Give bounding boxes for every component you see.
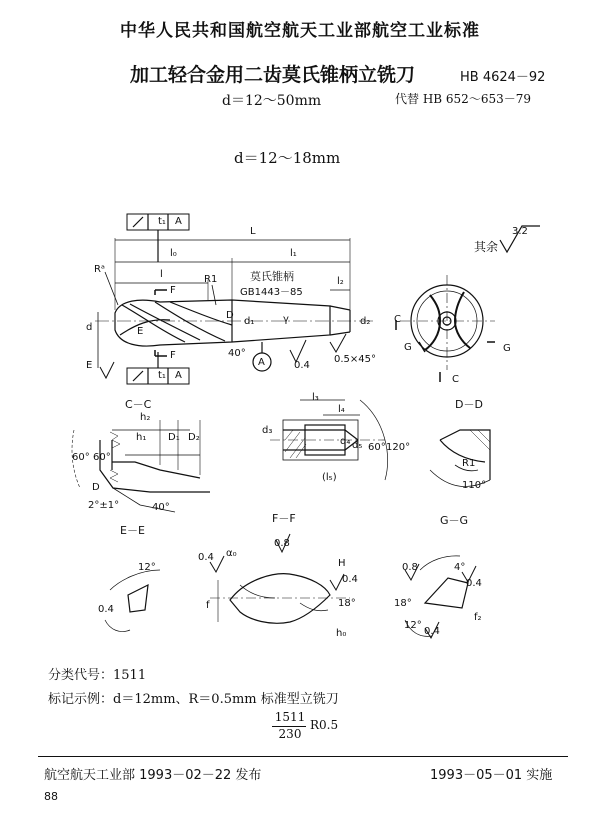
label-d1: d₁	[244, 316, 255, 327]
section-ee	[105, 570, 160, 632]
label-l: l	[160, 269, 163, 280]
label-D-cc: D	[92, 482, 100, 493]
label-R: Rᵃ	[94, 264, 105, 275]
label-t1: t₁	[158, 216, 166, 227]
label-C-bottom: C	[452, 374, 459, 385]
label-40deg: 40°	[228, 348, 246, 359]
label-18-ff: 18°	[338, 598, 356, 609]
label-18-gg: 18°	[394, 598, 412, 609]
drawing-subrange: d＝12～18mm	[234, 149, 341, 167]
label-H: H	[338, 558, 346, 569]
label-morse-taper: 莫氏锥柄	[250, 270, 294, 283]
footer-rule	[38, 756, 568, 757]
label-D2: D₂	[188, 432, 200, 443]
label-08-gg: 0.8	[402, 562, 418, 573]
label-qiyu: 其余	[474, 240, 499, 254]
label-f2: f₂	[474, 612, 482, 623]
label-E-side: E	[137, 326, 144, 337]
label-gamma: γ	[283, 314, 289, 325]
label-d3: d₃	[262, 425, 273, 436]
label-4deg-gg: 4°	[454, 562, 466, 573]
label-40-cc: 40°	[152, 502, 170, 513]
section-label-cc: C－C	[125, 398, 152, 411]
fraction-suffix: R0.5	[310, 718, 339, 732]
issuer-date: 航空航天工业部 1993－02－22 发布	[44, 768, 262, 783]
label-roughness-32: 3.2	[512, 226, 528, 237]
end-view	[396, 275, 495, 382]
label-l1: l₁	[290, 248, 297, 259]
label-12-ee: 12°	[138, 562, 156, 573]
label-D: D	[226, 310, 234, 321]
label-d4: d₄	[340, 436, 351, 447]
section-label-ee: E－E	[120, 524, 145, 537]
classification-code: 分类代号：1511	[48, 668, 147, 683]
label-D1: D₁	[168, 432, 180, 443]
label-d2: d₂	[360, 316, 371, 327]
label-04-gg: 0.4	[466, 578, 482, 589]
marking-example: 标记示例：d＝12mm、R＝0.5mm 标准型立铣刀	[48, 692, 339, 707]
label-120-ff: 120°	[386, 442, 411, 453]
label-datum-a-bottom: A	[175, 370, 182, 381]
label-60a: 60°	[72, 452, 90, 463]
label-d: d	[86, 322, 93, 333]
label-04-gg2: 0.4	[424, 626, 440, 637]
label-110-dd: 110°	[462, 480, 487, 491]
label-E: E	[86, 360, 93, 371]
label-60-ff: 60°	[368, 442, 386, 453]
label-l3: l₃	[312, 392, 319, 403]
label-l0: l₀	[170, 248, 177, 259]
label-gb-standard: GB1443－85	[240, 287, 303, 298]
label-L: L	[250, 226, 256, 237]
fraction-denominator: 230	[278, 727, 302, 741]
label-04-ff: 0.4	[198, 552, 214, 563]
label-datum-a: A	[258, 357, 265, 368]
label-l2: l₂	[337, 276, 344, 287]
label-alpha0: α₀	[226, 548, 237, 559]
replaces-note: 代替 HB 652～653－79	[395, 92, 531, 106]
section-ff	[270, 400, 388, 480]
label-12-gg: 12°	[404, 620, 422, 631]
label-f: f	[206, 600, 210, 611]
effective-date: 1993－05－01 实施	[430, 768, 553, 783]
fraction-numerator: 1511	[274, 710, 306, 724]
label-chamfer: 0.5×45°	[334, 354, 377, 365]
section-label-ff: F－F	[272, 512, 296, 525]
label-roughness-04: 0.4	[294, 360, 310, 371]
label-04-ff2: 0.4	[342, 574, 358, 585]
standard-code: HB 4624－92	[460, 70, 546, 85]
label-60b: 60°	[93, 452, 111, 463]
label-08-ff: 0.8	[274, 538, 290, 549]
organization-title: 中华人民共和国航空航天工业部航空工业标准	[120, 21, 480, 41]
label-C-left: C	[394, 314, 401, 325]
label-d5: d₅	[352, 440, 363, 451]
page-number: 88	[44, 790, 58, 803]
label-datum-a-top: A	[175, 216, 182, 227]
label-h2: h₂	[140, 412, 151, 423]
section-label-gg: G－G	[440, 514, 469, 527]
label-R1: R1	[204, 274, 218, 285]
label-h1: h₁	[136, 432, 147, 443]
label-R1-dd: R1	[462, 458, 476, 469]
label-04-ee: 0.4	[98, 604, 114, 615]
label-F-bottom: F	[170, 350, 176, 361]
label-2x1: 2°±1°	[88, 500, 120, 511]
document-title: 加工轻合金用二齿莫氏锥柄立铣刀	[130, 64, 416, 86]
label-G-left: G	[404, 342, 412, 353]
label-h0: h₀	[336, 628, 347, 639]
diameter-range: d＝12～50mm	[222, 93, 322, 109]
label-G-right: G	[503, 343, 511, 354]
label-F-top: F	[170, 285, 176, 296]
label-l5: (l₅)	[322, 472, 337, 483]
section-label-dd: D－D	[455, 398, 483, 411]
label-t1-bottom: t₁	[158, 370, 166, 381]
section-dd	[430, 430, 490, 487]
label-l4: l₄	[338, 404, 345, 415]
